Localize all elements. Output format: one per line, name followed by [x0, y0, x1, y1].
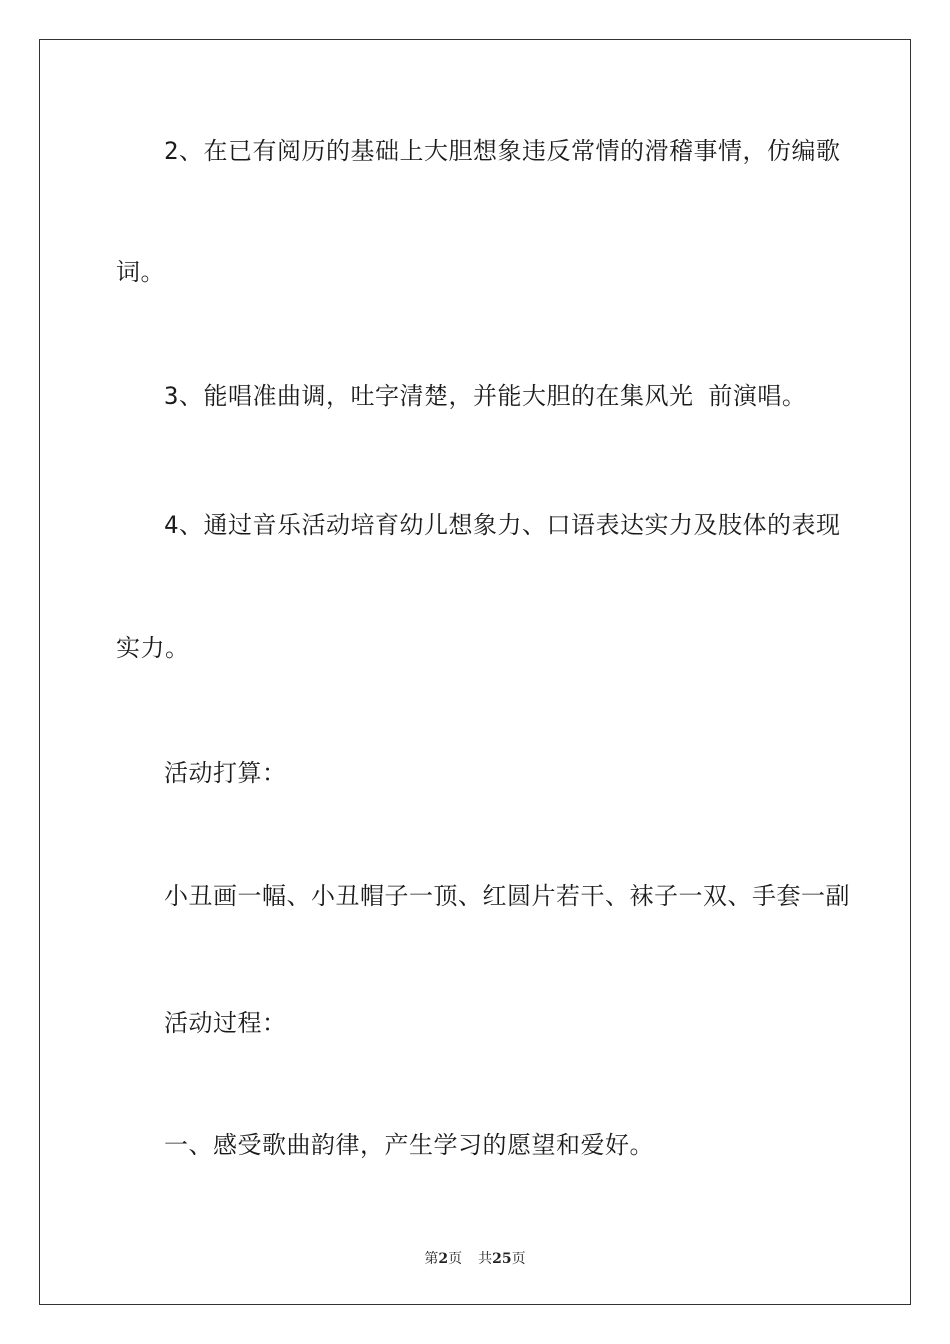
footer-page-suffix: 页: [448, 1251, 463, 1267]
paragraph-objective-3: 3、能唱准曲调，吐字清楚，并能大胆的在集风光 前演唱。: [164, 382, 807, 410]
footer-total-pages: 25: [492, 1251, 512, 1267]
footer-total-suffix: 页: [511, 1251, 526, 1267]
paragraph-step-1: 一、感受歌曲韵律，产生学习的愿望和爱好。: [164, 1131, 654, 1159]
paragraph-materials: 小丑画一幅、小丑帽子一顶、红圆片若干、袜子一双、手套一副: [164, 882, 850, 910]
page-border: [39, 39, 911, 1305]
footer-page-prefix: 第: [424, 1251, 439, 1267]
footer-page-number: 2: [438, 1251, 449, 1267]
page-footer: [0, 1248, 950, 1268]
paragraph-objective-2: 2、在已有阅历的基础上大胆想象违反常情的滑稽事情，仿编歌: [164, 137, 841, 165]
heading-activity-process: 活动过程：: [164, 1009, 287, 1037]
heading-activity-preparation: 活动打算：: [164, 759, 287, 787]
footer-total-prefix: 共: [478, 1251, 493, 1267]
paragraph-objective-4-continued: 实力。: [116, 634, 190, 662]
paragraph-objective-2-continued: 词。: [116, 258, 165, 286]
paragraph-objective-4: 4、通过音乐活动培育幼儿想象力、口语表达实力及肢体的表现: [164, 511, 841, 539]
